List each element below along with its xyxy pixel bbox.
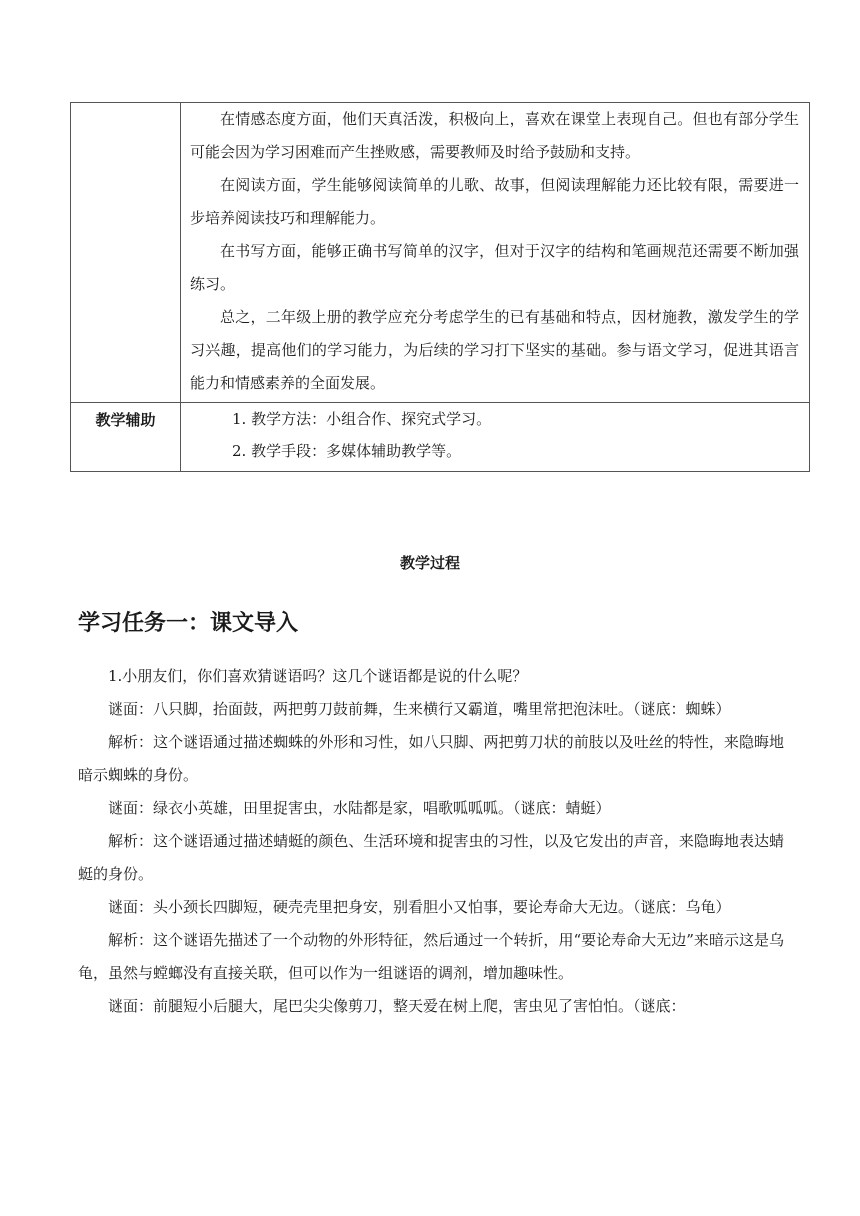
body-paragraph: 谜面：绿衣小英雄，田里捉害虫，水陆都是家，唱歌呱呱呱。（谜底：蜻蜓） [108, 799, 611, 817]
analysis-paragraph: 总之，二年级上册的教学应充分考虑学生的已有基础和特点，因材施教，激发学生的学习兴趣，提高他们的学习能力，为后续的学习打下坚实的基础。参与语文学习，促进其语言能力和情感素养的全面发展。 [190, 308, 799, 392]
teaching-aids-label: 教学辅助 [95, 411, 156, 429]
analysis-paragraph: 在情感态度方面，他们天真活泼，积极向上，喜欢在课堂上表现自己。但也有部分学生可能会因为学习困难而产生挫败感，需要教师及时给予鼓励和支持。 [190, 110, 799, 161]
teaching-aids-label-cell [71, 403, 181, 472]
student-analysis-cell [181, 103, 810, 403]
teaching-aids-row [71, 403, 810, 472]
empty-label-cell [71, 103, 181, 403]
riddle-content [78, 660, 784, 1023]
analysis-paragraph: 在阅读方面，学生能够阅读简单的儿歌、故事，但阅读理解能力还比较有限，需要进一步培养阅读技巧和理解能力。 [190, 176, 799, 227]
lesson-info-table [70, 102, 810, 472]
analysis-paragraph: 在书写方面，能够正确书写简单的汉字，但对于汉字的结构和笔画规范还需要不断加强练习。 [190, 242, 799, 293]
body-paragraph: 解析：这个谜语通过描述蜘蛛的外形和习性，如八只脚、两把剪刀状的前肢以及吐丝的特性，来隐晦地暗示蜘蛛的身份。 [78, 733, 784, 784]
body-paragraph: 1.小朋友们，你们喜欢猜谜语吗？这几个谜语都是说的什么呢？ [108, 667, 528, 685]
body-paragraph: 谜面：前腿短小后腿大，尾巴尖尖像剪刀，整天爱在树上爬，害虫见了害怕怕。（谜底： [108, 997, 686, 1015]
body-paragraph: 解析：这个谜语先描述了一个动物的外形特征，然后通过一个转折，用“要论寿命大无边”来暗示这是乌龟，虽然与螳螂没有直接关联，但可以作为一组谜语的调剂，增加趣味性。 [78, 931, 784, 982]
body-paragraph: 解析：这个谜语通过描述蜻蜓的颜色、生活环境和捉害虫的习性，以及它发出的声音，来隐晦地表达蜻蜓的身份。 [78, 832, 784, 883]
teaching-aid-item: 2. 教学手段：多媒体辅助教学等。 [232, 442, 462, 460]
body-paragraph: 谜面：八只脚，抬面鼓，两把剪刀鼓前舞，生来横行又霸道，嘴里常把泡沫吐。（谜底：蜘蛛） [108, 700, 731, 718]
task-title: 学习任务一：课文导入 [78, 611, 299, 636]
teaching-aid-item: 1. 教学方法：小组合作、探究式学习。 [232, 410, 492, 428]
body-paragraph: 谜面：头小颈长四脚短，硬壳壳里把身安，别看胆小又怕事，要论寿命大无边。（谜底：乌龟） [108, 898, 731, 916]
teaching-aids-content-cell [181, 403, 810, 472]
student-analysis-row [71, 103, 810, 403]
section-heading: 教学过程 [399, 554, 460, 572]
